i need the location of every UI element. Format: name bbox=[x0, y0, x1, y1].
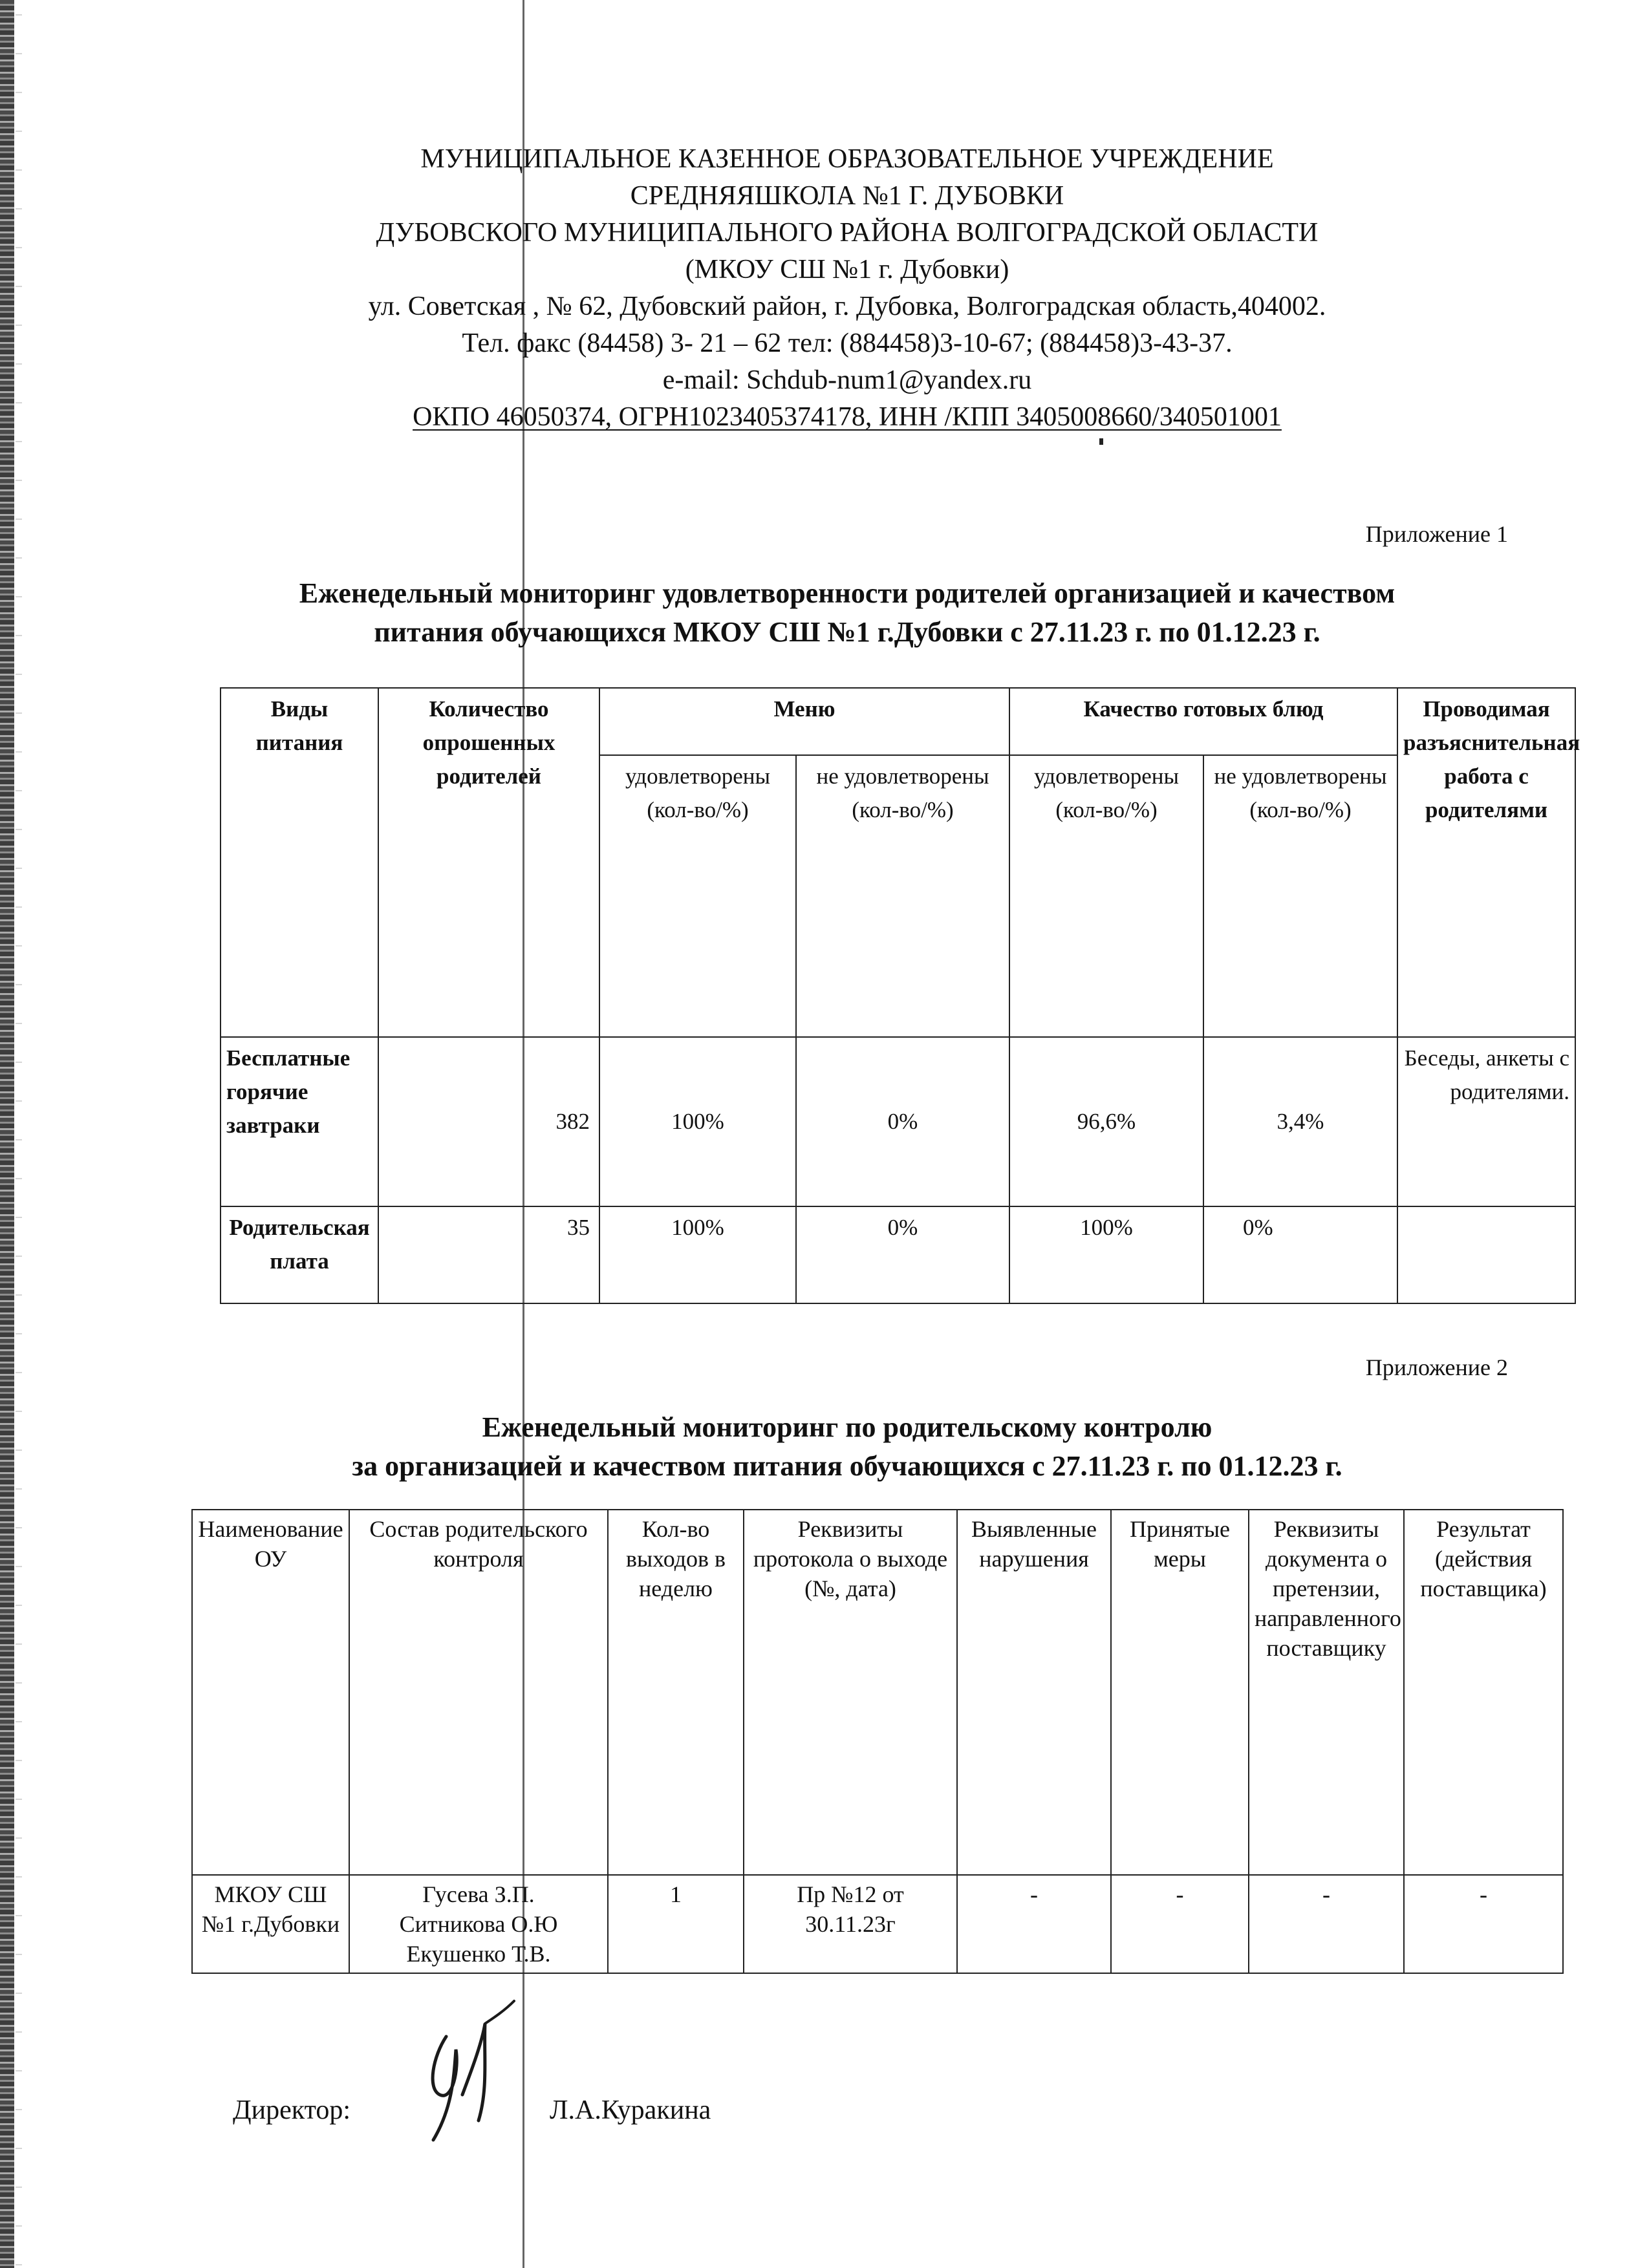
cell-count: 35 bbox=[378, 1206, 599, 1303]
satisfaction-table bbox=[220, 687, 1580, 1304]
cell-school: МКОУ СШ №1 г.Дубовки bbox=[192, 1875, 349, 1973]
table-row bbox=[221, 1037, 1575, 1206]
col-header-result: Результат (действия поставщика) bbox=[1404, 1510, 1563, 1875]
letterhead-email: e-mail: Schdub-num1@yandex.ru bbox=[662, 365, 1032, 395]
cell-quality-unsatisfied: 3,4% bbox=[1203, 1037, 1397, 1206]
appendix-2-label: Приложение 2 bbox=[1365, 1354, 1508, 1380]
subheader-quality-satisfied: удовлетворены (кол-во/%) bbox=[1009, 755, 1203, 1037]
appendix-1-title-line-1: Еженедельный мониторинг удовлетворенности родителей организацией и качеством bbox=[299, 577, 1396, 609]
appendix-2-title-line-2: за организацией и качеством питания обучающихся с 27.11.23 г. по 01.12.23 г. bbox=[352, 1450, 1342, 1482]
col-header-violations: Выявленные нарушения bbox=[957, 1510, 1111, 1875]
scan-edge-artifact bbox=[0, 0, 14, 2268]
letterhead bbox=[233, 141, 1461, 436]
letterhead-line-4: (МКОУ СШ №1 г. Дубовки) bbox=[685, 255, 1009, 284]
cell-members bbox=[349, 1875, 608, 1973]
col-header-protocol: Реквизиты протокола о выходе (№, дата) bbox=[744, 1510, 957, 1875]
appendix-2-title-line-1: Еженедельный мониторинг по родительскому контролю bbox=[482, 1411, 1212, 1443]
parent-control-table bbox=[191, 1509, 1564, 1974]
col-header-work: Проводимая разъяснительная работа с родителями bbox=[1397, 688, 1575, 1037]
scan-edge-artifact-light bbox=[16, 0, 22, 2268]
cell-count: 382 bbox=[378, 1037, 599, 1206]
cell-result: - bbox=[1404, 1875, 1563, 1973]
appendix-2-title bbox=[168, 1408, 1526, 1486]
cell-type: Родительская плата bbox=[221, 1206, 378, 1303]
scan-speck bbox=[1099, 438, 1103, 445]
appendix-1-label: Приложение 1 bbox=[1365, 521, 1508, 547]
cell-menu-satisfied: 100% bbox=[599, 1206, 796, 1303]
col-header-claim: Реквизиты документа о претензии, направленного поставщику bbox=[1249, 1510, 1404, 1875]
cell-measures: - bbox=[1111, 1875, 1249, 1973]
col-header-quality: Качество готовых блюд bbox=[1009, 688, 1397, 755]
table-row bbox=[221, 1206, 1575, 1303]
subheader-quality-unsatisfied: не удовлетворены (кол-во/%) bbox=[1203, 755, 1397, 1037]
cell-type: Бесплатные горячие завтраки bbox=[221, 1037, 378, 1206]
col-header-visits: Кол-во выходов в неделю bbox=[608, 1510, 744, 1875]
cell-protocol: Пр №12 от 30.11.23г bbox=[744, 1875, 957, 1973]
cell-work bbox=[1397, 1206, 1575, 1303]
appendix-1-title-line-2: питания обучающихся МКОУ СШ №1 г.Дубовки с 27.11.23 г. по 01.12.23 г. bbox=[374, 616, 1320, 648]
letterhead-codes: ОКПО 46050374, ОГРН1023405374178, ИНН /КПП 3405008660/340501001 bbox=[413, 402, 1282, 432]
col-header-menu: Меню bbox=[599, 688, 1009, 755]
cell-menu-unsatisfied: 0% bbox=[796, 1206, 1009, 1303]
member-name: Гусева З.П. bbox=[422, 1881, 535, 1907]
letterhead-line-3: ДУБОВСКОГО МУНИЦИПАЛЬНОГО РАЙОНА ВОЛГОГРАДСКОЙ ОБЛАСТИ bbox=[376, 218, 1319, 248]
appendix-1-title bbox=[168, 574, 1526, 652]
letterhead-address: ул. Советская , № 62, Дубовский район, г. Дубовка, Волгоградская область,404002. bbox=[368, 292, 1326, 321]
col-header-type: Виды питания bbox=[221, 688, 378, 1037]
letterhead-line-2: СРЕДНЯЯШКОЛА №1 Г. ДУБОВКИ bbox=[630, 181, 1064, 211]
col-header-count: Количество опрошенных родителей bbox=[378, 688, 599, 1037]
member-name: Ситникова О.Ю bbox=[399, 1911, 558, 1937]
handwritten-signature bbox=[407, 1998, 517, 2146]
letterhead-line-1: МУНИЦИПАЛЬНОЕ КАЗЕННОЕ ОБРАЗОВАТЕЛЬНОЕ УЧРЕЖДЕНИЕ bbox=[420, 144, 1274, 174]
col-header-school: Наименование ОУ bbox=[192, 1510, 349, 1875]
col-header-measures: Принятые меры bbox=[1111, 1510, 1249, 1875]
director-name: Л.А.Куракина bbox=[550, 2095, 711, 2125]
cell-claim: - bbox=[1249, 1875, 1404, 1973]
col-header-members: Состав родительского контроля bbox=[349, 1510, 608, 1875]
cell-quality-satisfied: 96,6% bbox=[1009, 1037, 1203, 1206]
cell-menu-unsatisfied: 0% bbox=[796, 1037, 1009, 1206]
cell-quality-unsatisfied: 0% bbox=[1203, 1206, 1397, 1303]
cell-menu-satisfied: 100% bbox=[599, 1037, 796, 1206]
cell-quality-satisfied: 100% bbox=[1009, 1206, 1203, 1303]
subheader-menu-satisfied: удовлетворены (кол-во/%) bbox=[599, 755, 796, 1037]
member-name: Екушенко Т.В. bbox=[406, 1941, 551, 1967]
subheader-menu-unsatisfied: не удовлетворены (кол-во/%) bbox=[796, 755, 1009, 1037]
cell-visits: 1 bbox=[608, 1875, 744, 1973]
director-label: Директор: bbox=[233, 2095, 351, 2125]
table-row bbox=[192, 1875, 1563, 1973]
cell-work: Беседы, анкеты с родителями. bbox=[1397, 1037, 1575, 1206]
letterhead-phone: Тел. факс (84458) 3- 21 – 62 тел: (884458)3-10-67; (884458)3-43-37. bbox=[462, 328, 1233, 358]
cell-violations: - bbox=[957, 1875, 1111, 1973]
